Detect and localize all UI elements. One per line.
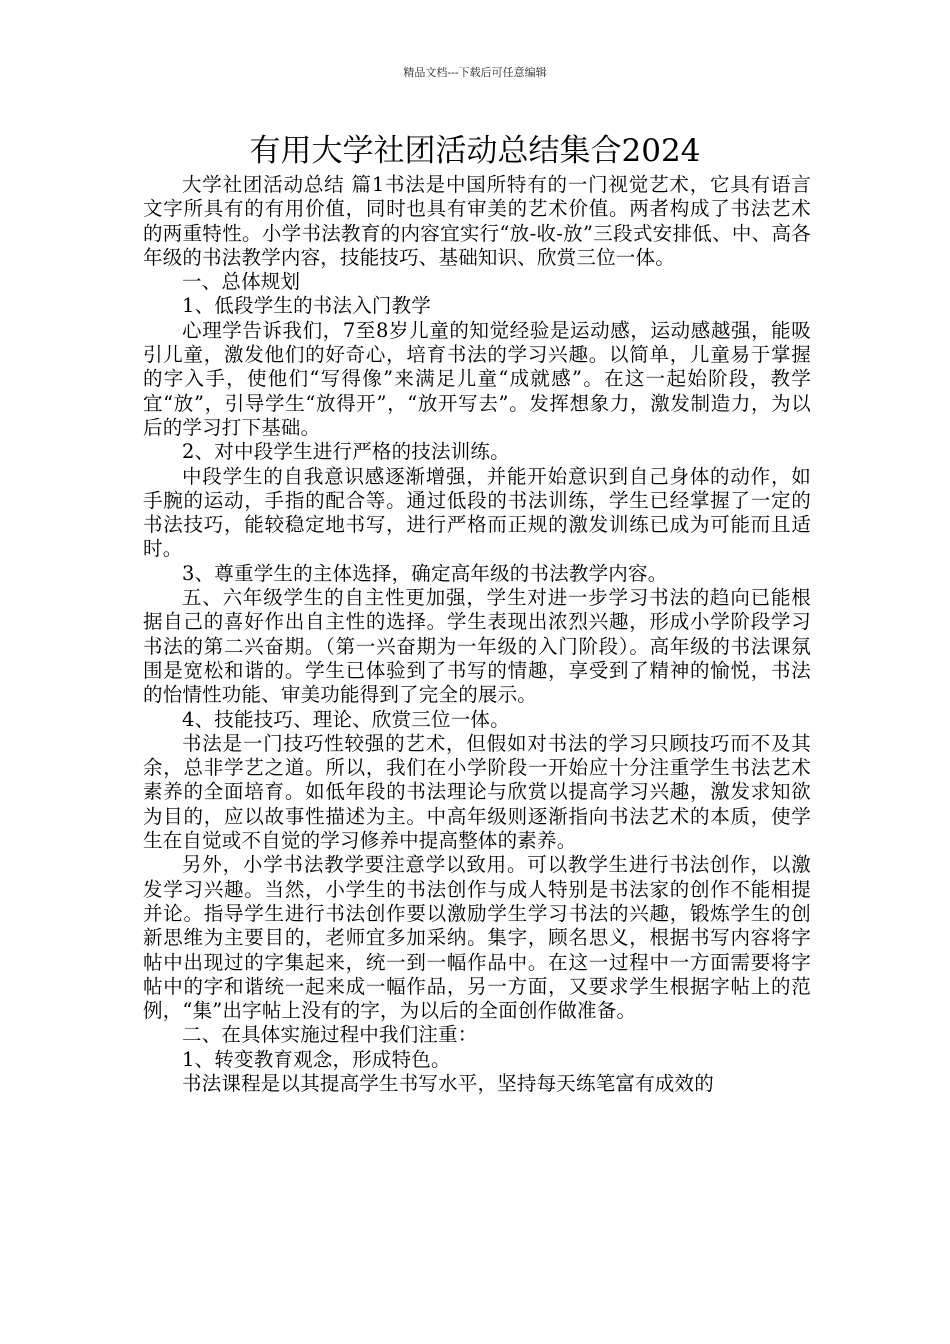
subheading-lower-grades: 1、低段学生的书法入门教学: [182, 294, 432, 318]
paragraph-course: 书法课程是以其提高学生书写水平，坚持每天练笔富有成效的: [182, 1071, 714, 1095]
subheading-middle-grades: 2、对中段学生进行严格的技法训练。: [182, 440, 510, 464]
page-header: 精品文档---下载后可任意编辑: [403, 66, 547, 79]
paragraph-application: 另外，小学书法教学要注意学以致用。可以教学生进行书法创作，以激发学习兴趣。当然，小学生的书法创作与成人特别是书法家的创作不能相提并论。指导学生进行书法创作要以激励学生学习书法的兴趣，锻炼学生的创新思维为主要目的，老师宜多加采纳。集字，顾名思义，根据书写内容将字帖中出现过的字集起来，统一到一幅作品中。在这一过程中一方面需要将字帖中的字和谐统一起来成一幅作品，另一方面，又要求学生根据字帖上的范例，“集”出字帖上没有的字，为以后的全面创作做准备。: [143, 853, 811, 1023]
document-title: 有用大学社团活动总结集合2024: [249, 133, 701, 169]
subheading-three-in-one: 4、技能技巧、理论、欣赏三位一体。: [182, 707, 510, 731]
subheading-upper-grades: 3、尊重学生的主体选择，确定高年级的书法教学内容。: [182, 561, 668, 585]
paragraph-upper-grades: 五、六年级学生的自主性更加强，学生对进一步学习书法的趋向已能根据自己的喜好作出自主性的选择。学生表现出浓烈兴趣，形成小学阶段学习书法的第二兴奋期。（第一兴奋期为一年级的入门阶段）。高年级的书法课氛围是宽松和谐的。学生已体验到了书写的情趣，享受到了精神的愉悦，书法的怡情性功能、审美功能得到了完全的展示。: [143, 586, 811, 707]
document-body: [143, 173, 811, 1096]
paragraph-three-in-one: 书法是一门技巧性较强的艺术，但假如对书法的学习只顾技巧而不及其余，总非学艺之道。所以，我们在小学阶段一开始应十分注重学生书法艺术素养的全面培育。如低年段的书法理论与欣赏以提高学习兴趣，激发求知欲为目的，应以故事性描述为主。中高年级则逐渐指向书法艺术的本质，使学生在自觉或不自觉的学习修养中提高整体的素养。: [143, 731, 811, 853]
subheading-change-concept: 1、转变教育观念，形成特色。: [182, 1047, 451, 1071]
heading-implementation: 二、在具体实施过程中我们注重：: [182, 1023, 478, 1047]
paragraph-middle-grades: 中段学生的自我意识感逐渐增强，并能开始意识到自己身体的动作，如手腕的运动，手指的配合等。通过低段的书法训练，学生已经掌握了一定的书法技巧，能较稳定地书写，进行严格而正规的激发训练已成为可能而且适时。: [143, 464, 811, 561]
paragraph-intro: 大学社团活动总结 篇1书法是中国所特有的一门视觉艺术，它具有语言文字所具有的有用价值，同时也具有审美的艺术价值。两者构成了书法艺术的两重特性。小学书法教育的内容宜实行“放-收-放”三段式安排低、中、高各年级的书法教学内容，技能技巧、基础知识、欣赏三位一体。: [143, 173, 811, 269]
paragraph-lower-grades: 心理学告诉我们，7至8岁儿童的知觉经验是运动感，运动感越强，能吸引儿童，激发他们的好奇心，培育书法的学习兴趣。以简单，儿童易于掌握的字入手，使他们“写得像”来满足儿童“成就感”。在这一起始阶段，教学宜“放”，引导学生“放得开”，“放开写去”。发挥想象力，激发制造力，为以后的学习打下基础。: [143, 318, 811, 439]
heading-overall-plan: 一、总体规划: [182, 270, 301, 294]
